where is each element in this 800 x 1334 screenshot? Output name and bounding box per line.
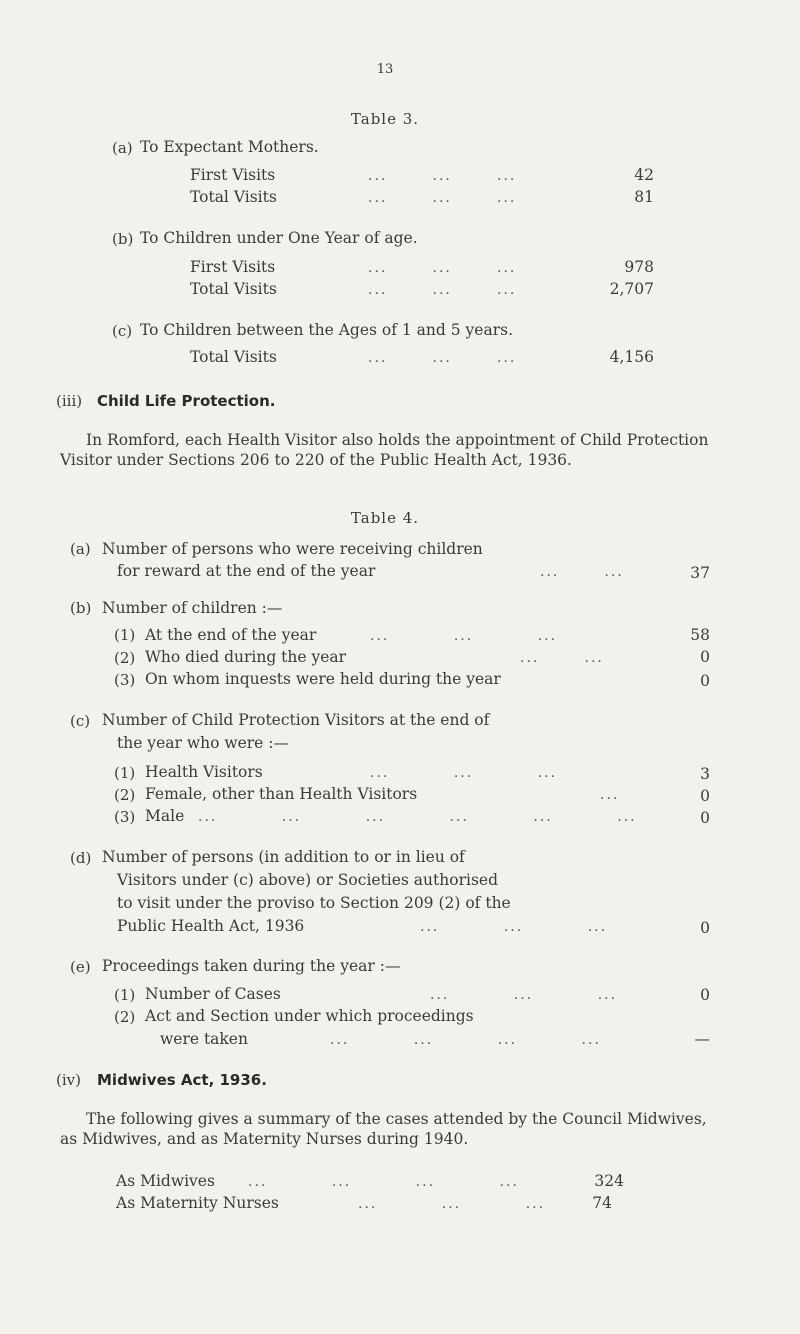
table3-a-row1-value: 42 — [634, 166, 654, 184]
leader-dots: ... ... — [520, 650, 604, 666]
table4-a-line1: Number of persons who were receiving children — [102, 540, 483, 558]
table4-b-letter: (b) — [70, 599, 92, 617]
leader-dots: ... ... ... ... ... ... — [198, 809, 637, 825]
table4-e-row1-num: (1) — [114, 986, 136, 1004]
table3-a-row2-label: Total Visits — [190, 188, 277, 206]
table4-a-value: 37 — [690, 564, 710, 582]
table4-d-line4: Public Health Act, 1936 — [117, 917, 305, 935]
table4-c-row3-num: (3) — [114, 808, 136, 826]
leader-dots: ... — [600, 787, 620, 803]
leader-dots: ... ... ... ... — [248, 1174, 519, 1190]
leader-dots: ... ... ... — [368, 168, 517, 184]
table4-b-row3-label: On whom inquests were held during the year — [145, 670, 501, 688]
leader-dots: ... ... ... — [430, 987, 618, 1003]
table3-a-row1-label: First Visits — [190, 166, 276, 184]
table4-d-letter: (d) — [70, 849, 92, 867]
table4-c-row2-label: Female, other than Health Visitors — [145, 785, 418, 803]
table4-b-heading: Number of children :— — [102, 599, 283, 617]
section-iv-numeral: (iv) — [56, 1071, 81, 1089]
table4-a-line2: for reward at the end of the year — [117, 562, 376, 580]
table4-b-row2-label: Who died during the year — [145, 648, 347, 666]
table3-b-row1-value: 978 — [624, 258, 654, 276]
leader-dots: ... ... ... — [420, 919, 608, 935]
table4-c-line2: the year who were :— — [117, 734, 289, 752]
table4-b-row1-label: At the end of the year — [145, 626, 317, 644]
table4-e-letter: (e) — [70, 958, 91, 976]
section-iv-row2-label: As Maternity Nurses — [116, 1194, 279, 1212]
section-iv-row2-value: 74 — [592, 1194, 612, 1212]
table3-b-row2-value: 2,707 — [609, 280, 654, 298]
section-iv-row1-value: 324 — [594, 1172, 624, 1190]
table4-e-row1-value: 0 — [700, 986, 710, 1004]
table4-e-row2-line2: were taken — [160, 1030, 248, 1048]
table4-c-row1-label: Health Visitors — [145, 763, 263, 781]
table3-a-heading: To Expectant Mothers. — [140, 138, 319, 156]
table3-c-row1-label: Total Visits — [190, 348, 277, 366]
table4-c-row3-value: 0 — [700, 809, 710, 827]
table4-c-row1-num: (1) — [114, 764, 136, 782]
table4-b-row3-value: 0 — [700, 672, 710, 690]
table4-d-line3: to visit under the proviso to Section 209 (2) of the — [117, 894, 511, 912]
page-number: 13 — [376, 62, 394, 77]
table4-d-line1: Number of persons (in addition to or in lieu of — [102, 848, 465, 866]
table4-c-line1: Number of Child Protection Visitors at the end of — [102, 711, 490, 729]
table4-c-row2-value: 0 — [700, 787, 710, 805]
table3-b-row2-label: Total Visits — [190, 280, 277, 298]
table4-e-row2-line1: Act and Section under which proceedings — [145, 1007, 474, 1025]
leader-dots: ... ... ... ... — [330, 1032, 601, 1048]
table3-a-row2-value: 81 — [634, 188, 654, 206]
leader-dots: ... ... ... — [368, 350, 517, 366]
table3-b-letter: (b) — [112, 230, 134, 248]
leader-dots: ... ... ... — [358, 1196, 546, 1212]
table4-b-row3-num: (3) — [114, 671, 136, 689]
table3-c-letter: (c) — [112, 322, 133, 340]
table4-e-row2-num: (2) — [114, 1008, 136, 1026]
section-iii-numeral: (iii) — [56, 392, 83, 410]
table-4-title: Table 4. — [350, 509, 420, 527]
table3-c-heading: To Children between the Ages of 1 and 5 years. — [140, 321, 513, 339]
leader-dots: ... ... ... — [368, 190, 517, 206]
table4-d-line2: Visitors under (c) above) or Societies authorised — [117, 871, 498, 889]
table4-c-letter: (c) — [70, 712, 91, 730]
leader-dots: ... ... — [540, 564, 624, 580]
table3-a-letter: (a) — [112, 139, 133, 157]
table3-b-heading: To Children under One Year of age. — [140, 229, 418, 247]
section-iv-row1-label: As Midwives — [116, 1172, 215, 1190]
table4-d-value: 0 — [700, 919, 710, 937]
leader-dots: ... ... ... — [368, 282, 517, 298]
leader-dots: ... ... ... — [370, 765, 558, 781]
table4-e-row1-label: Number of Cases — [145, 985, 281, 1003]
table4-c-row3-label: Male — [145, 807, 185, 825]
table4-a-letter: (a) — [70, 540, 91, 558]
table4-e-heading: Proceedings taken during the year :— — [102, 957, 401, 975]
table4-e-row2-value: — — [694, 1030, 710, 1048]
section-iv-heading: Midwives Act, 1936. — [97, 1071, 267, 1089]
table4-c-row1-value: 3 — [700, 765, 710, 783]
table4-c-row2-num: (2) — [114, 786, 136, 804]
table4-b-row2-num: (2) — [114, 649, 136, 667]
table3-c-row1-value: 4,156 — [609, 348, 654, 366]
table3-b-row1-label: First Visits — [190, 258, 276, 276]
table4-b-row1-value: 58 — [690, 626, 710, 644]
table-3-title: Table 3. — [350, 110, 420, 128]
table4-b-row2-value: 0 — [700, 648, 710, 666]
leader-dots: ... ... ... — [370, 628, 558, 644]
section-iii-paragraph: In Romford, each Health Visitor also holds the appointment of Child Protection Visitor under Sections 206 to 220 of the Public Health Act, 1936. — [60, 431, 709, 469]
section-iv-paragraph: The following gives a summary of the cases attended by the Council Midwives, as Midwives, and as Maternity Nurses during 1940. — [60, 1110, 707, 1148]
leader-dots: ... ... ... — [368, 260, 517, 276]
table4-b-row1-num: (1) — [114, 626, 136, 644]
section-iii-heading: Child Life Protection. — [97, 392, 276, 410]
